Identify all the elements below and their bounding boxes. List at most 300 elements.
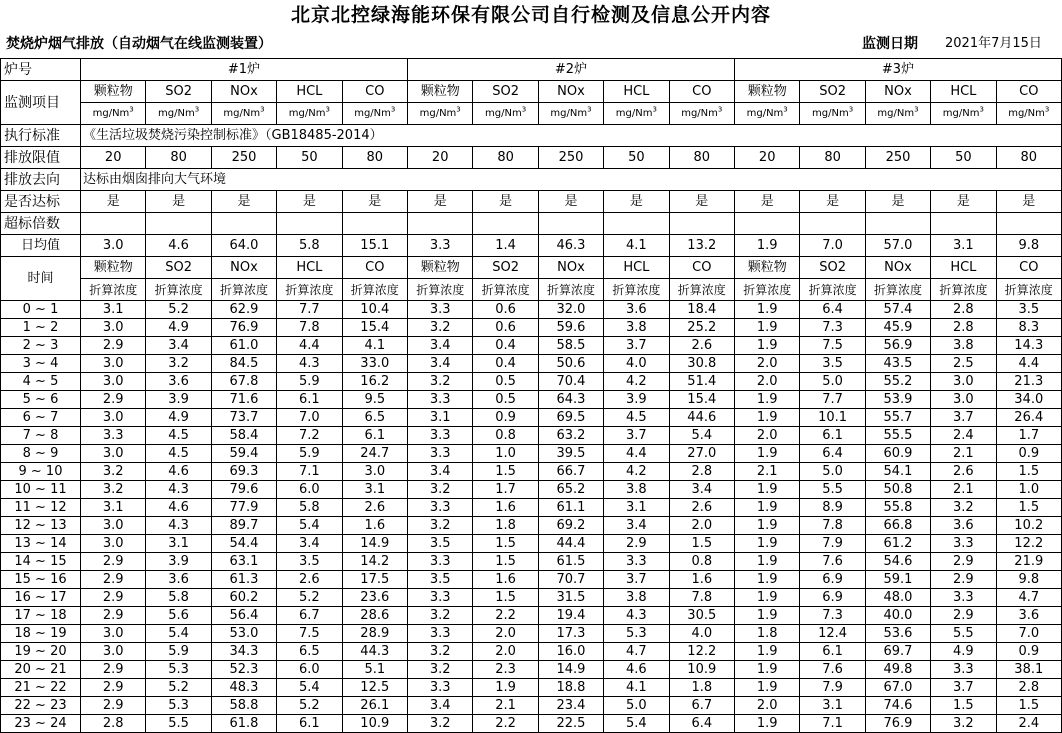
- hourly-value: 89.7: [211, 517, 276, 535]
- pollutant-header: SO2: [146, 257, 211, 279]
- hourly-value: 3.0: [81, 517, 146, 535]
- hourly-value: 8.9: [800, 499, 865, 517]
- hour-range: 16 ~ 17: [1, 589, 81, 607]
- hourly-value: 3.1: [81, 301, 146, 319]
- pollutant-header: CO: [669, 81, 734, 103]
- hourly-value: 2.9: [81, 553, 146, 571]
- hourly-value: 5.3: [604, 625, 669, 643]
- pollutant-header: 颗粒物: [408, 81, 473, 103]
- hourly-value: 59.6: [538, 319, 603, 337]
- hourly-value: 16.2: [342, 373, 407, 391]
- hourly-value: 3.3: [931, 535, 996, 553]
- hourly-value: 73.7: [211, 409, 276, 427]
- hourly-value: 7.7: [277, 301, 342, 319]
- compliant-value: 是: [735, 191, 800, 213]
- limit-row: [1, 147, 1062, 169]
- converted-concentration-header: 折算浓度: [342, 279, 407, 301]
- hourly-value: 5.9: [277, 373, 342, 391]
- hourly-value: 5.2: [277, 697, 342, 715]
- hourly-value: 64.3: [538, 391, 603, 409]
- hourly-value: 3.6: [996, 607, 1061, 625]
- hourly-value: 5.8: [277, 499, 342, 517]
- hourly-value: 2.4: [931, 427, 996, 445]
- hourly-value: 45.9: [865, 319, 930, 337]
- hourly-value: 3.6: [931, 517, 996, 535]
- hourly-value: 7.6: [800, 661, 865, 679]
- hourly-value: 26.1: [342, 697, 407, 715]
- hourly-value: 4.4: [604, 445, 669, 463]
- hourly-value: 5.9: [146, 643, 211, 661]
- unit-exponent: 3: [848, 105, 854, 114]
- hourly-value: 7.5: [800, 337, 865, 355]
- pollutant-header: SO2: [473, 81, 538, 103]
- hourly-value: 3.0: [81, 535, 146, 553]
- hourly-value: 19.4: [538, 607, 603, 625]
- hourly-value: 58.8: [211, 697, 276, 715]
- hourly-value: 59.1: [865, 571, 930, 589]
- hourly-row: [1, 445, 1062, 463]
- hourly-value: 5.4: [604, 715, 669, 733]
- hourly-value: 1.5: [996, 697, 1061, 715]
- pollutant-header: NOx: [538, 81, 603, 103]
- hourly-value: 5.2: [146, 679, 211, 697]
- hourly-value: 3.2: [408, 481, 473, 499]
- daily-average-value: 4.1: [604, 235, 669, 257]
- unit-text: mg/Nm: [550, 107, 588, 119]
- hourly-value: 7.2: [277, 427, 342, 445]
- pollutant-header: CO: [996, 81, 1061, 103]
- unit-text: mg/Nm: [288, 107, 326, 119]
- compliant-value: 是: [146, 191, 211, 213]
- standard-text: 《生活垃圾焚烧污染控制标准》（GB18485-2014）: [81, 125, 1062, 147]
- hourly-value: 6.0: [277, 481, 342, 499]
- hourly-value: 3.7: [604, 337, 669, 355]
- hourly-value: 3.0: [81, 319, 146, 337]
- hourly-value: 10.2: [996, 517, 1061, 535]
- hourly-value: 4.1: [604, 679, 669, 697]
- unit-exponent: 3: [979, 105, 984, 114]
- hourly-value: 3.7: [931, 409, 996, 427]
- hour-range: 5 ~ 6: [1, 391, 81, 409]
- limit-value: 50: [277, 147, 342, 169]
- hourly-value: 71.6: [211, 391, 276, 409]
- hourly-value: 4.3: [146, 517, 211, 535]
- hourly-value: 61.8: [211, 715, 276, 733]
- exceed-value: [931, 213, 996, 235]
- hourly-value: 1.9: [735, 517, 800, 535]
- hourly-value: 1.9: [735, 409, 800, 427]
- hourly-value: 4.5: [146, 445, 211, 463]
- limit-value: 50: [604, 147, 669, 169]
- hourly-value: 1.5: [473, 535, 538, 553]
- limit-value: 80: [669, 147, 734, 169]
- hourly-value: 12.5: [342, 679, 407, 697]
- hourly-value: 3.6: [146, 571, 211, 589]
- unit-cell: [865, 103, 930, 125]
- hourly-value: 7.5: [277, 625, 342, 643]
- hourly-value: 49.8: [865, 661, 930, 679]
- compliant-value: 是: [538, 191, 603, 213]
- converted-concentration-header: 折算浓度: [146, 279, 211, 301]
- hourly-value: 66.7: [538, 463, 603, 481]
- unit-exponent: 3: [587, 105, 592, 114]
- compliant-value: 是: [931, 191, 996, 213]
- limit-value: 80: [146, 147, 211, 169]
- hourly-value: 3.5: [800, 355, 865, 373]
- unit-cell: [669, 103, 734, 125]
- hour-range: 11 ~ 12: [1, 499, 81, 517]
- hourly-value: 44.3: [342, 643, 407, 661]
- converted-concentration-header: 折算浓度: [604, 279, 669, 301]
- exceed-value: [996, 213, 1061, 235]
- hourly-value: 1.5: [931, 697, 996, 715]
- hourly-value: 4.3: [146, 481, 211, 499]
- pollutant-header: SO2: [800, 81, 865, 103]
- unit-text: mg/Nm: [942, 107, 980, 119]
- hour-range: 13 ~ 14: [1, 535, 81, 553]
- limit-value: 80: [473, 147, 538, 169]
- hourly-value: 2.8: [996, 679, 1061, 697]
- hourly-value: 15.4: [342, 319, 407, 337]
- hourly-value: 3.4: [669, 481, 734, 499]
- standard-label: 执行标准: [1, 125, 81, 147]
- hour-range: 20 ~ 21: [1, 661, 81, 679]
- converted-concentration-header: 折算浓度: [669, 279, 734, 301]
- hourly-value: 62.9: [211, 301, 276, 319]
- limit-value: 50: [931, 147, 996, 169]
- hourly-value: 4.3: [277, 355, 342, 373]
- pollutant-header: HCL: [604, 81, 669, 103]
- hourly-value: 1.5: [669, 535, 734, 553]
- hourly-value: 1.6: [473, 571, 538, 589]
- hourly-value: 3.3: [81, 427, 146, 445]
- hourly-value: 53.6: [865, 625, 930, 643]
- hourly-value: 2.0: [473, 643, 538, 661]
- converted-concentration-header: 折算浓度: [538, 279, 603, 301]
- hourly-value: 7.7: [800, 391, 865, 409]
- hourly-value: 10.1: [800, 409, 865, 427]
- pollutant-header: CO: [996, 257, 1061, 279]
- hour-range: 8 ~ 9: [1, 445, 81, 463]
- unit-exponent: 3: [390, 105, 396, 114]
- hourly-value: 32.0: [538, 301, 603, 319]
- exceed-value: [538, 213, 603, 235]
- hourly-value: 3.4: [408, 355, 473, 373]
- hour-range: 14 ~ 15: [1, 553, 81, 571]
- hourly-value: 1.8: [669, 679, 734, 697]
- unit-exponent: 3: [456, 105, 461, 114]
- hourly-value: 69.5: [538, 409, 603, 427]
- hourly-value: 3.2: [408, 661, 473, 679]
- daily-average-value: 4.6: [146, 235, 211, 257]
- hourly-value: 4.6: [146, 499, 211, 517]
- hourly-value: 3.4: [604, 517, 669, 535]
- hourly-value: 2.9: [81, 697, 146, 715]
- hourly-value: 3.4: [408, 697, 473, 715]
- hourly-value: 3.4: [408, 337, 473, 355]
- hourly-value: 56.4: [211, 607, 276, 625]
- hourly-value: 84.5: [211, 355, 276, 373]
- hourly-value: 1.9: [735, 679, 800, 697]
- hourly-value: 59.4: [211, 445, 276, 463]
- unit-cell: [996, 103, 1061, 125]
- hourly-value: 4.6: [604, 661, 669, 679]
- hourly-value: 3.1: [342, 481, 407, 499]
- hourly-value: 8.3: [996, 319, 1061, 337]
- hourly-value: 5.5: [931, 625, 996, 643]
- hourly-value: 1.9: [735, 319, 800, 337]
- hourly-value: 3.3: [408, 589, 473, 607]
- daily-average-value: 3.3: [408, 235, 473, 257]
- hourly-value: 31.5: [538, 589, 603, 607]
- unit-exponent: 3: [783, 105, 788, 114]
- hourly-value: 3.1: [800, 697, 865, 715]
- destination-row: [1, 169, 1062, 191]
- hourly-value: 69.3: [211, 463, 276, 481]
- hourly-value: 2.6: [931, 463, 996, 481]
- hourly-value: 7.8: [669, 589, 734, 607]
- hourly-value: 4.0: [604, 355, 669, 373]
- daily-average-value: 46.3: [538, 235, 603, 257]
- hourly-row: [1, 607, 1062, 625]
- limit-value: 250: [865, 147, 930, 169]
- compliant-value: 是: [277, 191, 342, 213]
- hourly-value: 5.4: [277, 679, 342, 697]
- hourly-value: 22.5: [538, 715, 603, 733]
- hourly-value: 4.9: [931, 643, 996, 661]
- hourly-value: 3.8: [604, 589, 669, 607]
- hourly-value: 0.4: [473, 337, 538, 355]
- unit-exponent: 3: [521, 105, 527, 114]
- hourly-value: 5.3: [146, 661, 211, 679]
- hourly-value: 6.7: [277, 607, 342, 625]
- compliant-value: 是: [800, 191, 865, 213]
- exceed-value: [342, 213, 407, 235]
- furnace-label: 炉号: [1, 59, 81, 81]
- hourly-value: 3.3: [408, 391, 473, 409]
- hourly-value: 7.8: [277, 319, 342, 337]
- hourly-value: 1.9: [735, 643, 800, 661]
- hourly-value: 3.2: [408, 715, 473, 733]
- hourly-row: [1, 643, 1062, 661]
- compliant-value: 是: [865, 191, 930, 213]
- hourly-value: 9.8: [996, 571, 1061, 589]
- hour-range: 23 ~ 24: [1, 715, 81, 733]
- hour-range: 12 ~ 13: [1, 517, 81, 535]
- hourly-value: 1.9: [735, 445, 800, 463]
- hourly-value: 34.0: [996, 391, 1061, 409]
- pollutant-header: NOx: [865, 257, 930, 279]
- hourly-value: 1.7: [473, 481, 538, 499]
- hourly-value: 5.0: [800, 463, 865, 481]
- hourly-value: 4.2: [604, 463, 669, 481]
- hourly-value: 1.5: [473, 553, 538, 571]
- unit-exponent: 3: [260, 105, 265, 114]
- hourly-value: 14.2: [342, 553, 407, 571]
- hourly-value: 3.6: [146, 373, 211, 391]
- monitoring-date-value: 2021年7月15日: [945, 36, 1042, 51]
- hourly-value: 7.1: [800, 715, 865, 733]
- exceed-value: [473, 213, 538, 235]
- converted-concentration-header: 折算浓度: [996, 279, 1061, 301]
- hourly-row: [1, 373, 1062, 391]
- converted-concentration-header: 折算浓度: [277, 279, 342, 301]
- hourly-value: 55.8: [865, 499, 930, 517]
- hourly-value: 12.4: [800, 625, 865, 643]
- hourly-value: 3.9: [146, 553, 211, 571]
- hourly-value: 3.3: [408, 427, 473, 445]
- hourly-value: 1.6: [669, 571, 734, 589]
- hourly-value: 6.9: [800, 571, 865, 589]
- hourly-value: 1.0: [473, 445, 538, 463]
- pollutant-header: SO2: [473, 257, 538, 279]
- hourly-value: 3.1: [408, 409, 473, 427]
- hourly-value: 61.0: [211, 337, 276, 355]
- daily-average-value: 13.2: [669, 235, 734, 257]
- hourly-value: 7.0: [277, 409, 342, 427]
- hourly-value: 61.2: [865, 535, 930, 553]
- hour-range: 7 ~ 8: [1, 427, 81, 445]
- pollutant-header: HCL: [604, 257, 669, 279]
- hourly-value: 53.0: [211, 625, 276, 643]
- hourly-value: 1.9: [735, 391, 800, 409]
- hourly-value: 0.9: [996, 445, 1061, 463]
- emission-table: [0, 58, 1062, 733]
- hourly-value: 63.1: [211, 553, 276, 571]
- hourly-row: [1, 355, 1062, 373]
- hourly-value: 0.9: [996, 643, 1061, 661]
- hourly-value: 52.3: [211, 661, 276, 679]
- hour-range: 18 ~ 19: [1, 625, 81, 643]
- hourly-row: [1, 661, 1062, 679]
- hourly-value: 69.2: [538, 517, 603, 535]
- hourly-value: 2.2: [473, 607, 538, 625]
- hourly-value: 28.9: [342, 625, 407, 643]
- hourly-value: 3.7: [931, 679, 996, 697]
- limit-label: 排放限值: [1, 147, 81, 169]
- hourly-value: 18.4: [669, 301, 734, 319]
- hourly-value: 58.4: [211, 427, 276, 445]
- hourly-value: 39.5: [538, 445, 603, 463]
- hourly-value: 17.5: [342, 571, 407, 589]
- hourly-value: 5.0: [800, 373, 865, 391]
- hourly-value: 2.8: [931, 319, 996, 337]
- hourly-value: 57.4: [865, 301, 930, 319]
- hourly-row: [1, 391, 1062, 409]
- unit-exponent: 3: [129, 105, 134, 114]
- hourly-value: 2.9: [81, 607, 146, 625]
- unit-exponent: 3: [1044, 105, 1050, 114]
- time-label: 时间: [1, 257, 81, 301]
- hourly-value: 63.2: [538, 427, 603, 445]
- hourly-value: 3.2: [81, 481, 146, 499]
- converted-concentration-header: 折算浓度: [735, 279, 800, 301]
- hourly-value: 4.0: [669, 625, 734, 643]
- compliant-value: 是: [996, 191, 1061, 213]
- hourly-value: 3.4: [408, 463, 473, 481]
- hourly-row: [1, 517, 1062, 535]
- hourly-value: 3.3: [931, 589, 996, 607]
- hourly-value: 21.9: [996, 553, 1061, 571]
- hourly-value: 2.6: [342, 499, 407, 517]
- hourly-value: 26.4: [996, 409, 1061, 427]
- converted-concentration-header: 折算浓度: [800, 279, 865, 301]
- hourly-value: 5.4: [146, 625, 211, 643]
- hourly-row: [1, 553, 1062, 571]
- hourly-value: 2.9: [931, 607, 996, 625]
- hourly-value: 4.3: [604, 607, 669, 625]
- pollutant-header: CO: [669, 257, 734, 279]
- unit-cell: [342, 103, 407, 125]
- hourly-value: 3.3: [931, 661, 996, 679]
- hourly-value: 5.4: [669, 427, 734, 445]
- hourly-value: 3.2: [408, 607, 473, 625]
- hourly-value: 7.1: [277, 463, 342, 481]
- hourly-value: 3.2: [931, 499, 996, 517]
- pollutant-header: 颗粒物: [735, 257, 800, 279]
- hourly-value: 3.1: [81, 499, 146, 517]
- hourly-row: [1, 409, 1062, 427]
- hourly-value: 4.4: [996, 355, 1061, 373]
- hourly-value: 3.0: [931, 373, 996, 391]
- hourly-value: 2.0: [669, 517, 734, 535]
- hourly-value: 2.9: [931, 553, 996, 571]
- hourly-value: 54.1: [865, 463, 930, 481]
- hourly-value: 3.2: [408, 517, 473, 535]
- hourly-value: 3.3: [408, 625, 473, 643]
- hourly-value: 0.6: [473, 301, 538, 319]
- pollutant-header: 颗粒物: [81, 257, 146, 279]
- conversion-header-row: [1, 279, 1062, 301]
- hourly-value: 1.0: [996, 481, 1061, 499]
- exceed-value: [211, 213, 276, 235]
- hourly-value: 10.9: [342, 715, 407, 733]
- unit-cell: [277, 103, 342, 125]
- hourly-value: 3.3: [408, 553, 473, 571]
- hourly-value: 4.4: [277, 337, 342, 355]
- hour-range: 4 ~ 5: [1, 373, 81, 391]
- hourly-value: 16.0: [538, 643, 603, 661]
- hour-range: 3 ~ 4: [1, 355, 81, 373]
- daily-average-row: [1, 235, 1062, 257]
- hourly-row: [1, 589, 1062, 607]
- hourly-row: [1, 535, 1062, 553]
- pollutant-header: 颗粒物: [81, 81, 146, 103]
- pollutant-header: 颗粒物: [735, 81, 800, 103]
- unit-text: mg/Nm: [681, 107, 718, 119]
- unit-cell: [538, 103, 603, 125]
- hourly-row: [1, 463, 1062, 481]
- hourly-value: 1.9: [735, 301, 800, 319]
- hourly-value: 2.0: [735, 427, 800, 445]
- hourly-value: 3.3: [604, 553, 669, 571]
- hourly-row: [1, 319, 1062, 337]
- hourly-value: 3.0: [81, 445, 146, 463]
- hourly-value: 2.0: [735, 373, 800, 391]
- hourly-value: 7.3: [800, 607, 865, 625]
- destination-label: 排放去向: [1, 169, 81, 191]
- unit-text: mg/Nm: [223, 107, 261, 119]
- hourly-value: 2.9: [81, 679, 146, 697]
- hourly-value: 65.2: [538, 481, 603, 499]
- hourly-value: 5.5: [800, 481, 865, 499]
- hourly-value: 3.5: [996, 301, 1061, 319]
- exceed-value: [146, 213, 211, 235]
- compliant-value: 是: [342, 191, 407, 213]
- hourly-value: 48.3: [211, 679, 276, 697]
- hourly-value: 30.5: [669, 607, 734, 625]
- hourly-value: 55.5: [865, 427, 930, 445]
